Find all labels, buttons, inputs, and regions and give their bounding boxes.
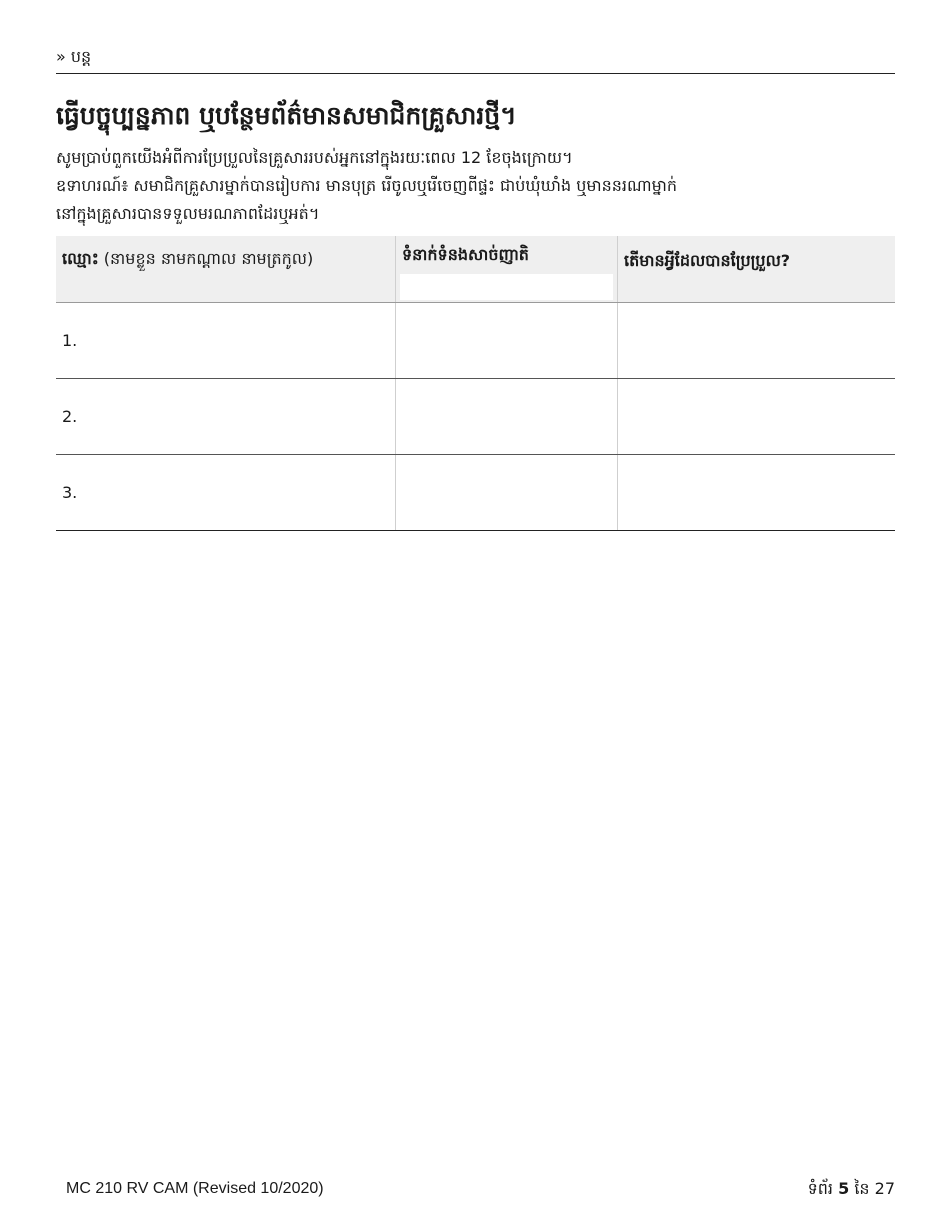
column-header-change-label: តើមានអ្វីដែលបានប្រែប្រួល? [624,251,791,270]
name-cell[interactable] [56,455,396,531]
page-prefix: ទំព័រ [807,1179,839,1198]
household-changes-table [56,236,895,531]
section-intro [56,144,895,228]
name-cell[interactable] [56,379,396,455]
intro-line: សូមប្រាប់ពួកយើងអំពីការប្រែប្រួលនៃគ្រួសាររបស់អ្នកនៅក្នុងរយៈពេល 12 ខែចុងក្រោយ។ [56,148,573,167]
column-header-relationship-label: ទំនាក់ទំនងសាច់ញាតិ [402,245,529,264]
row-number: 2. [62,407,78,426]
table-row [56,455,895,531]
row-number: 3. [62,483,78,502]
intro-line: នៅក្នុងគ្រួសារបានទទួលមរណភាពដែរឬអត់។ [56,204,320,223]
relationship-header-field [400,274,613,300]
relationship-cell[interactable] [396,455,618,531]
table-row [56,379,895,455]
section-title: ធ្វើបច្ចុប្បន្នភាព ឬបន្ថែមព័ត៌មានសមាជិកគ្រួសារថ្មី។ [56,101,517,130]
column-header-name [56,236,396,303]
column-header-name-label: ឈ្មោះ [62,249,99,268]
table-header-row [56,236,895,303]
row-number: 1. [62,331,78,350]
intro-line: ឧទាហរណ៍៖ សមាជិកគ្រួសារម្នាក់បានរៀបការ មានបុត្រ រើចូលឬរើចេញពីផ្ទះ ជាប់ឃុំឃាំង ឬមាននរណាម្នាក់ [56,176,677,195]
page-number: 5 [838,1179,850,1198]
form-identifier: MC 210 RV CAM (Revised 10/2020) [66,1180,324,1197]
change-cell[interactable] [618,303,896,379]
page-suffix: នៃ 27 [849,1179,895,1198]
column-header-change [618,236,896,303]
table-row [56,303,895,379]
name-cell[interactable] [56,303,396,379]
column-header-relationship [396,236,618,303]
header-divider [56,73,895,74]
change-cell[interactable] [618,455,896,531]
relationship-cell[interactable] [396,379,618,455]
relationship-cell[interactable] [396,303,618,379]
column-header-name-hint: (នាមខ្លួន នាមកណ្ដាល នាមត្រកូល) [98,249,314,268]
change-cell[interactable] [618,379,896,455]
page-indicator [808,1178,895,1202]
continued-marker: » បន្ត [56,47,92,66]
